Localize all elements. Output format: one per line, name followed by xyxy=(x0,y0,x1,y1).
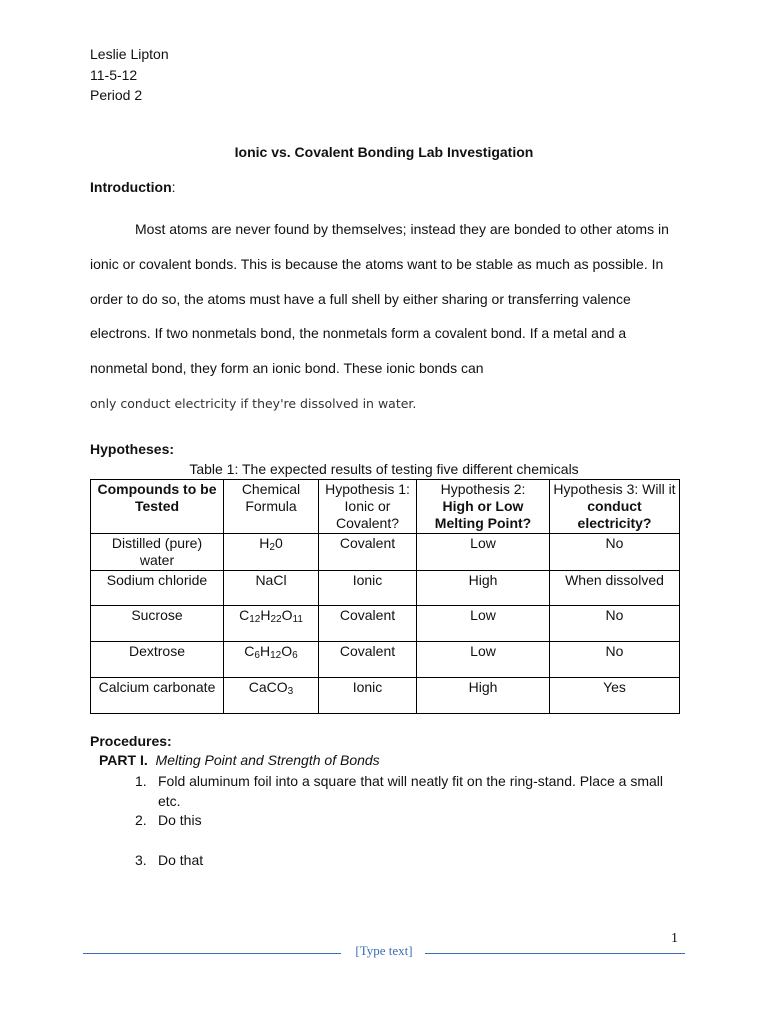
student-header xyxy=(90,44,169,106)
table-header-row xyxy=(91,480,680,534)
introduction-last-line: only conduct electricity if they're dissolved in water. xyxy=(90,395,417,411)
introduction-paragraph xyxy=(90,212,680,422)
document-title: Ionic vs. Covalent Bonding Lab Investigation xyxy=(234,144,534,160)
introduction-heading: Introduction: xyxy=(90,179,176,195)
part-heading: PART I. Melting Point and Strength of Bonds xyxy=(99,752,380,768)
header-date: 11-5-12 xyxy=(90,66,138,83)
formula-cell: $H_20$ xyxy=(224,534,319,571)
col-hypothesis-1: Hypothesis 1: Ionic or Covalent? xyxy=(319,480,417,534)
page-number: 1 xyxy=(671,931,678,946)
table-row: Calcium carbonate CaCO$_3$ Ionic High Yes xyxy=(91,678,680,714)
table-caption: Table 1: The expected results of testing five different chemicals xyxy=(189,461,579,477)
table-row: Sodium chloride NaCl Ionic High When dissolved xyxy=(91,571,680,606)
hypotheses-heading: Hypotheses: xyxy=(90,441,175,457)
table-row: Distilled (pure) water $H_20$ Covalent Low No xyxy=(91,534,680,571)
formula-cell: $C_6H_{12}O_6$ xyxy=(224,642,319,678)
list-item: 3. Do that xyxy=(135,851,204,868)
table-row: Dextrose $C_6H_{12}O_6$ Covalent Low No xyxy=(91,642,680,678)
table-row: Sucrose $C_{12}H_{22}O_{11}$ Covalent Low No xyxy=(91,606,680,642)
col-hypothesis-3: Hypothesis 3: Will it conduct electricity? xyxy=(550,480,680,534)
col-hypothesis-2: Hypothesis 2: High or Low Melting Point? xyxy=(417,480,550,534)
hypotheses-table xyxy=(90,479,680,714)
col-compounds: Compounds to be Tested xyxy=(91,480,224,534)
introduction-body: Most atoms are never found by themselves; instead they are bonded to other atoms in ionic or covalent bonds. This is because the atoms want to be stable as much as possible. In order to do so, the atoms must have a full shell by either sharing or transferring valence electrons. If two nonmetals bond, the nonmetals form a covalent bond. If a metal and a nonmetal bond, they form an ionic bond. These ionic bonds can xyxy=(90,221,669,377)
footer-placeholder[interactable]: [Type text] xyxy=(355,943,413,958)
footer-rule-right xyxy=(425,953,685,954)
header-period: Period 2 xyxy=(90,87,143,103)
formula-cell: CaCO$_3$ xyxy=(224,678,319,714)
formula-cell: $C_{12}H_{22}O_{11}$ xyxy=(224,606,319,642)
student-name: Leslie Lipton xyxy=(90,46,169,62)
procedure-steps xyxy=(90,772,680,870)
list-item: 1. Fold aluminum foil into a square that will neatly fit on the ring-stand. Place a small etc. xyxy=(135,773,664,809)
list-item: 2. Do this xyxy=(135,812,202,828)
col-formula: Chemical Formula xyxy=(224,480,319,534)
procedures-heading: Procedures: xyxy=(90,733,172,749)
